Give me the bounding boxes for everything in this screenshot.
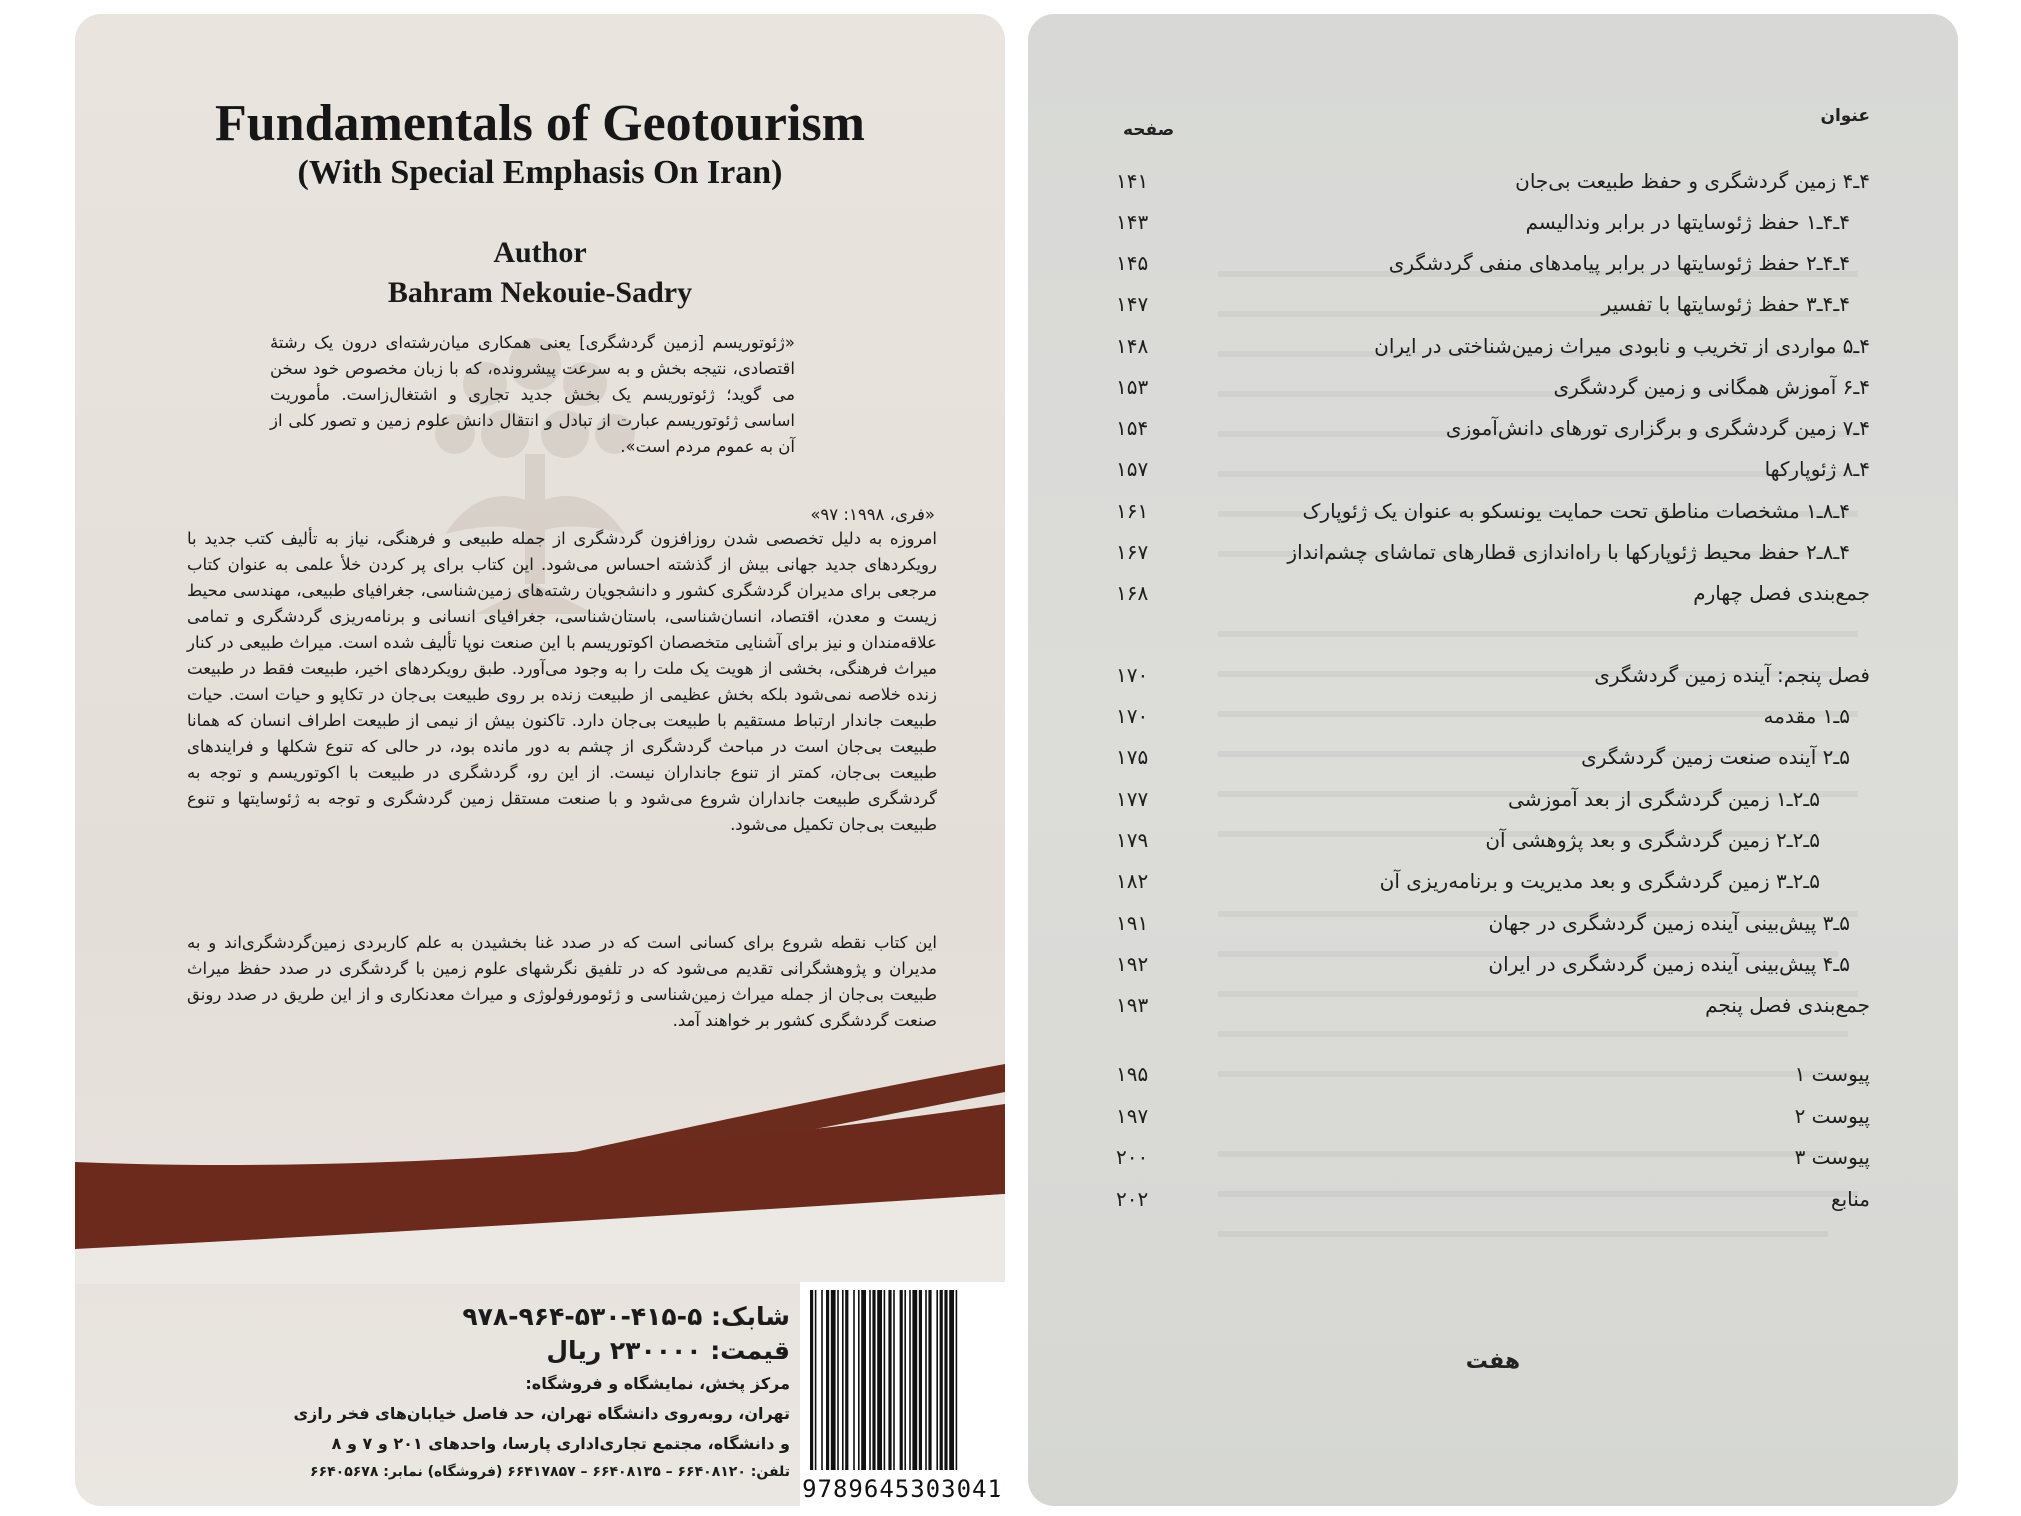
- toc-entry-page: ۱۹۵: [1116, 1062, 1149, 1086]
- toc-row: [1028, 251, 1958, 285]
- barcode-bar: [884, 1290, 886, 1470]
- barcode-bar: [831, 1290, 836, 1470]
- toc-entry-page: ۱۷۷: [1116, 787, 1149, 811]
- back-cover: [75, 14, 1005, 1506]
- barcode-bars: [808, 1290, 998, 1470]
- toc-entry-page: ۱۷۹: [1116, 828, 1149, 852]
- barcode-bar: [810, 1290, 813, 1470]
- toc-row: [1028, 581, 1958, 615]
- toc-row: [1028, 1104, 1958, 1138]
- toc-entry-title: جمع‌بندی فصل پنجم: [1705, 993, 1870, 1017]
- toc-entry-title: ۴ـ۴ـ۳ حفظ ژئوسایتها با تفسیر: [1601, 292, 1850, 316]
- address-line-1: تهران، روبه‌روی دانشگاه تهران، حد فاصل خیابان‌های فخر رازی: [293, 1404, 790, 1423]
- toc-row: [1028, 787, 1958, 821]
- barcode-bar: [861, 1290, 866, 1470]
- toc-row: [1028, 334, 1958, 368]
- toc-entry-title: ۵ـ۳ پیش‌بینی آینده زمین گردشگری در جهان: [1488, 911, 1850, 935]
- toc-entry-title: ۴ـ۵ مواردی از تخریب و نابودی میراث زمین‌شناختی در ایران: [1374, 334, 1870, 358]
- barcode-bar: [904, 1290, 906, 1470]
- toc-entry-page: ۲۰۰: [1116, 1145, 1149, 1169]
- blurb-paragraph-1: امروزه به دلیل تخصصی شدن روزافزون گردشگری از جمله طبیعی و فرهنگی، نیاز به تألیف کتب جدید با رویکردهای جدید جهانی بیش از گذشته احساس می‌شود. این کتاب برای پر کردن خلأ علمی به عنوان کتاب مرجعی برای مدیران گردشگری کشور و دانشجویان رشته‌های زمین‌شناسی، جغرافیای طبیعی، مهندسی محیط زیست و معدن، اقتصاد، انسان‌شناسی، باستان‌شناسی، جغرافیای انسانی و برنامه‌ریزی گردشگری و تمامی علاقه‌مندان و نیز برای آشنایی متخصصان اکوتوریسم با این صنعت نوپا تألیف شده است. میراث طبیعی در کنار میراث فرهنگی، بخشی از هویت یک ملت را به وجود می‌آورد. طبق رویکردهای اخیر، طبیعت فقط در طبیعت زنده خلاصه نمی‌شود بلکه بخش عظیمی از طبیعت زنده بر روی طبیعت بی‌جان در تکاپو و حیات است. حیات طبیعت جاندار ارتباط مستقیم با طبیعت بی‌جان دارد. تاکنون بیش از نیمی از طبیعت اطراف انسان که همانا طبیعت بی‌جان است در مباحث گردشگری از چشم به دور مانده بود، در حالی که تنوع شکلها و فرایندهای طبیعت بی‌جان، کمتر از تنوع جانداران نیست. از این رو، گردشگری در طبیعت با اکوتوریسم و توجه به گردشگری طبیعت جانداران شروع می‌شود و با صنعت مستقل زمین گردشگری و توجه به ژئوسایتها و تنوع طبیعت بی‌جان تکمیل می‌شود.: [187, 529, 937, 834]
- barcode-bar: [821, 1290, 823, 1470]
- toc-entry-page: ۲۰۲: [1116, 1187, 1149, 1211]
- address-line-2: و دانشگاه، مجتمع تجاری‌اداری پارسا، واحدهای ۲۰۱ و ۷ و ۸: [331, 1434, 790, 1453]
- barcode-bar: [858, 1290, 860, 1470]
- toc-entry-title: ۴ـ۴ـ۱ حفظ ژئوسایتها در برابر وندالیسم: [1525, 210, 1850, 234]
- toc-row: [1028, 869, 1958, 903]
- toc-entry-page: ۱۴۳: [1116, 210, 1149, 234]
- toc-title-header: عنوان: [1820, 106, 1870, 126]
- toc-entry-title: پیوست ۳: [1794, 1145, 1870, 1169]
- toc-entry-page: ۱۹۳: [1116, 993, 1149, 1017]
- price-line: قیمت: ۲۳۰۰۰۰ ریال: [546, 1336, 790, 1365]
- barcode-bar: [877, 1290, 882, 1470]
- toc-row: [1028, 540, 1958, 574]
- barcode-bar: [853, 1290, 855, 1470]
- toc-entry-title: ۵ـ۱ مقدمه: [1763, 704, 1850, 728]
- blurb-paragraph-2: این کتاب نقطه شروع برای کسانی است که در صدد غنا بخشیدن به علم کاربردی زمین‌گردشگری‌اند و به مدیران و پژوهشگرانی تقدیم می‌شود که در تلفیق نگرشهای علوم زمین با گردشگری در صدد حفظ میراث طبیعت بی‌جان از جمله میراث زمین‌شناسی و ژئومورفولوژی و میراث معدنکاری و از این طریق در صدد رونق صنعت گردشگری کشور بر خواهند آمد.: [187, 933, 937, 1030]
- toc-entry-page: ۱۹۷: [1116, 1104, 1149, 1128]
- barcode-bar: [925, 1290, 927, 1470]
- toc-entry-title: فصل پنجم: آینده زمین گردشگری: [1594, 663, 1870, 687]
- toc-row: [1028, 911, 1958, 945]
- isbn-line: شابک: ۵-۴۱۵-۵۳۰-۹۶۴-۹۷۸: [462, 1302, 790, 1331]
- toc-entry-page: ۱۹۱: [1116, 911, 1149, 935]
- toc-row: [1028, 828, 1958, 862]
- distribution-center-label: مرکز پخش، نمایشگاه و فروشگاه:: [525, 1374, 790, 1393]
- barcode-bar: [869, 1290, 871, 1470]
- toc-entry-title: ۴ـ۴ـ۲ حفظ ژئوسایتها در برابر پیامدهای منفی گردشگری: [1388, 251, 1850, 275]
- barcode-bar: [909, 1290, 911, 1470]
- toc-entry-title: پیوست ۲: [1794, 1104, 1870, 1128]
- phone-fax-line: تلفن: ۶۶۴۰۸۱۲۰ – ۶۶۴۰۸۱۳۵ – ۶۶۴۱۷۸۵۷ (فروشگاه) نمابر: ۶۶۴۰۵۶۷۸: [310, 1464, 790, 1480]
- toc-row: [1028, 704, 1958, 738]
- toc-entry-title: جمع‌بندی فصل چهارم: [1693, 581, 1870, 605]
- barcode-bar: [936, 1290, 938, 1470]
- toc-entry-title: ۴ـ۸ ژئوپارکها: [1764, 457, 1870, 481]
- barcode-bar: [912, 1290, 917, 1470]
- toc-entry-page: ۱۵۷: [1116, 457, 1149, 481]
- toc-entry-title: ۴ـ۷ زمین گردشگری و برگزاری تورهای دانش‌آموزی: [1445, 416, 1870, 440]
- toc-entry-title: ۵ـ۲ـ۱ زمین گردشگری از بعد آموزشی: [1508, 787, 1820, 811]
- toc-entry-page: ۱۷۵: [1116, 745, 1149, 769]
- author-name: Bahram Nekouie-Sadry: [387, 276, 693, 309]
- barcode-bar: [872, 1290, 875, 1470]
- toc-entry-page: ۱۷۰: [1116, 663, 1149, 687]
- toc-row: [1028, 1187, 1958, 1221]
- table-of-contents-page: [1028, 14, 1958, 1506]
- toc-entry-title: ۴ـ۸ـ۱ مشخصات مناطق تحت حمایت یونسکو به عنوان یک ژئوپارک: [1302, 499, 1850, 523]
- barcode-bar: [900, 1290, 903, 1470]
- barcode-bar: [845, 1290, 848, 1470]
- toc-entry-page: ۱۷۰: [1116, 704, 1149, 728]
- barcode-bar: [940, 1290, 943, 1470]
- toc-row: [1028, 1145, 1958, 1179]
- toc-entry-title: ۵ـ۲ـ۳ زمین گردشگری و بعد مدیریت و برنامه‌ریزی آن: [1379, 869, 1820, 893]
- toc-entry-page: ۱۶۷: [1116, 540, 1149, 564]
- barcode-bar: [837, 1290, 839, 1470]
- barcode-bar: [815, 1290, 817, 1470]
- toc-row: [1028, 292, 1958, 326]
- barcode-bar: [928, 1290, 931, 1470]
- toc-entry-title: ۴ـ۸ـ۲ حفظ محیط ژئوپارکها با راه‌اندازی قطارهای تماشای چشم‌انداز: [1287, 540, 1850, 564]
- toc-entry-page: ۱۶۸: [1116, 581, 1149, 605]
- barcode: [800, 1282, 1005, 1506]
- epigraph-citation: «فری، ۱۹۹۸: ۹۷»: [810, 505, 935, 524]
- toc-entry-title: ۴ـ۶ آموزش همگانی و زمین گردشگری: [1553, 375, 1870, 399]
- toc-entry-title: ۵ـ۲ آینده صنعت زمین گردشگری: [1581, 745, 1850, 769]
- toc-page-header: صفحه: [1123, 120, 1175, 140]
- maroon-band: [75, 1044, 1005, 1284]
- epigraph-quote: «ژئوتوریسم [زمین گردشگری] یعنی همکاری میان‌رشته‌ای درون یک رشتهٔ اقتصادی، نتیجه بخش و به سرعت پیشرونده، که با زبان مخصوص خود سخن می گوید؛ ژئوتوریسم یک بخش جدید تجاری و اشتغال‌زاست. مأموریت اساسی ژئوتوریسم عبارت از تبادل و انتقال دانش علوم زمین و تصور کلی از آن به عموم مردم است».: [270, 333, 795, 456]
- toc-row: [1028, 210, 1958, 244]
- barcode-bar: [956, 1290, 958, 1470]
- toc-entry-page: ۱۸۲: [1116, 869, 1149, 893]
- toc-row: [1028, 457, 1958, 491]
- toc-entry-page: ۱۴۵: [1116, 251, 1149, 275]
- toc-row: [1028, 745, 1958, 779]
- toc-entry-page: ۱۵۳: [1116, 375, 1149, 399]
- toc-row: [1028, 993, 1958, 1027]
- toc-row: [1028, 416, 1958, 450]
- barcode-bar: [842, 1290, 844, 1470]
- toc-entry-title: پیوست ۱: [1794, 1062, 1870, 1086]
- toc-row: [1028, 663, 1958, 697]
- toc-entry-page: ۱۴۷: [1116, 292, 1149, 316]
- toc-entry-page: ۱۶۱: [1116, 499, 1149, 523]
- toc-row: [1028, 375, 1958, 409]
- toc-entry-page: ۱۹۲: [1116, 952, 1149, 976]
- barcode-bar: [949, 1290, 954, 1470]
- author-label: Author: [493, 236, 587, 269]
- book-title: Fundamentals of Geotourism: [215, 95, 865, 152]
- barcode-bar: [826, 1290, 829, 1470]
- barcode-bar: [888, 1290, 891, 1470]
- toc-entry-page: ۱۴۸: [1116, 334, 1149, 358]
- barcode-bar: [919, 1290, 922, 1470]
- barcode-bar: [893, 1290, 895, 1470]
- toc-row: [1028, 169, 1958, 203]
- toc-row: [1028, 499, 1958, 533]
- toc-entry-title: منابع: [1830, 1187, 1870, 1211]
- toc-row: [1028, 952, 1958, 986]
- toc-entry-title: ۴ـ۴ زمین گردشگری و حفظ طبیعت بی‌جان: [1515, 169, 1870, 193]
- barcode-bar: [944, 1290, 947, 1470]
- barcode-digits: 9789645303041: [802, 1475, 1003, 1503]
- toc-row: [1028, 1062, 1958, 1096]
- toc-entry-page: ۱۵۴: [1116, 416, 1149, 440]
- page-number: هفت: [1465, 1349, 1521, 1374]
- toc-entry-title: ۵ـ۴ پیش‌بینی آینده زمین گردشگری در ایران: [1488, 952, 1850, 976]
- toc-entry-title: ۵ـ۲ـ۲ زمین گردشگری و بعد پژوهشی آن: [1485, 828, 1820, 852]
- book-subtitle: (With Special Emphasis On Iran): [297, 154, 783, 191]
- toc-entry-page: ۱۴۱: [1116, 169, 1149, 193]
